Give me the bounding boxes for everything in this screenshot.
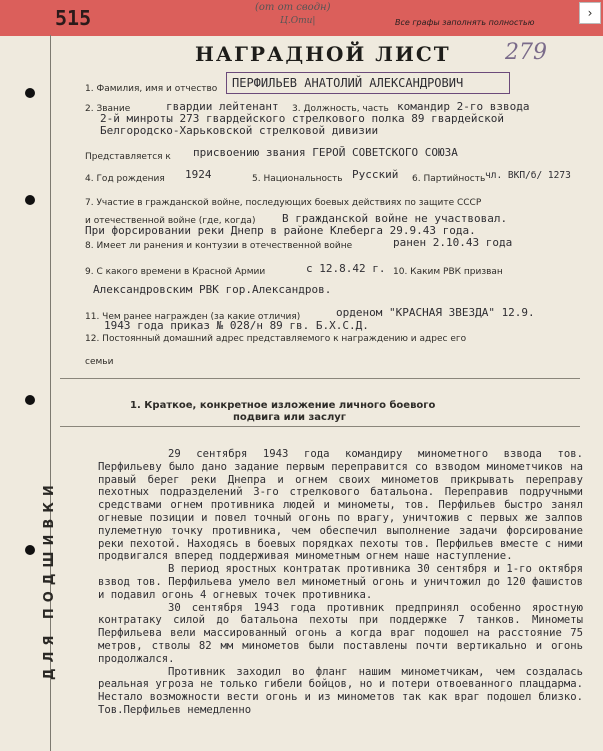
field-7-value-1: В гражданской войне не участвовал. (282, 212, 508, 225)
section-heading-2: подвига или заслуг (233, 412, 347, 423)
narrative-paragraph: 29 сентября 1943 года командиру минометного взвода тов. Перфильеву было дано задание первым переправится со взводом минометчиков на правый берег реки Днепра и огнем своих минометов прикрывать переправу пехотных подразделений 3-го стрелкового батальона. Переправив подручными средствами огнем противника людей и минометы, тов. Перфильев быстро занял огневые позиции и повел точный огонь по врагу, уничтожив с первых же залпов пулеметную точку противника, чем обеспечил выполнение задачи форсирование реки пехотой. Находясь в боевых порядках пехоты тов. Перфильев вместе с ними продвигался вперед поддерживая минометным огнем наше наступление. (98, 448, 583, 563)
margin-handwritten-number: 279 (505, 40, 547, 65)
field-8-label: 8. Имеет ли ранения и контузии в отечественной войне (85, 241, 353, 251)
field-6-label: 6. Партийность (412, 174, 486, 184)
field-11-value-1: орденом "КРАСНАЯ ЗВЕЗДА" 12.9. (336, 306, 535, 319)
field-10-value: Александровским РВК гор.Александров. (93, 283, 332, 296)
field-8-value: ранен 2.10.43 года (393, 236, 513, 249)
punch-hole (25, 88, 35, 98)
field-1-label: 1. Фамилия, имя и отчество (85, 84, 218, 94)
present-value: присвоению звания ГЕРОЙ СОВЕТСКОГО СОЮЗА (193, 146, 458, 159)
field-4-label: 4. Год рождения (85, 174, 165, 184)
narrative-paragraph: 30 сентября 1943 года противник предпринял особенно яростную контратаку силой до батальона пехоты при поддержке 7 танков. Минометы Перфильева вели массированный огонь а когда враг подошел на расстояние 75 метров, стволы 82 мм минометов были поставлены почти вертикально и огонь продолжался. (98, 601, 583, 665)
chevron-right-icon[interactable]: › (579, 2, 601, 24)
document-title: НАГРАДНОЙ ЛИСТ (195, 42, 451, 66)
field-3-value-2: 2-й минроты 273 гвардейского стрелкового полка 89 гвардейской (100, 112, 504, 125)
field-12-label-2: семьи (85, 357, 114, 367)
field-3-value-3: Белгородско-Харьковской стрелковой дивизии (100, 124, 379, 137)
field-7-label-1: 7. Участие в гражданской войне, последующих боевых действиях по защите СССР (85, 198, 482, 208)
narrative-paragraph: Противник заходил во фланг нашим минометчикам, чем создалась реальная угроза не только гибели бойцов, но и потери отвоеванного плацдарма. Нестало возможности вести огонь и из минометов так как враг подошел близко. Тов.Перфильев немедленно (98, 665, 583, 716)
field-2-label: 2. Звание (85, 104, 131, 114)
handwritten-signature-mark: Ц.Оти| (280, 16, 316, 26)
binding-side-label: ДЛЯ ПОДШИВКИ (42, 479, 57, 680)
field-11-label: 11. Чем ранее награжден (за какие отличия) (85, 312, 301, 322)
field-2-value: гвардии лейтенант (166, 100, 279, 113)
field-5-label: 5. Национальность (252, 174, 343, 184)
handwritten-note: (от от сводн) (255, 2, 331, 13)
punch-hole (25, 195, 35, 205)
narrative-paragraph: В период яростных контратак противника 30 сентября и 1-го октября взвод тов. Перфильева умело вел минометный огонь и уничтожил до 120 фашистов и подавил огонь 4 огневых точек противника. (98, 563, 583, 601)
field-3-label: 3. Должность, часть (292, 104, 389, 114)
page-number: 515 (55, 6, 92, 30)
section-heading-1: 1. Краткое, конкретное изложение личного боевого (130, 400, 436, 411)
fill-all-fields-notice: Все графы заполнять полностью (395, 18, 535, 27)
field-9-label: 9. С какого времени в Красной Армии (85, 267, 266, 277)
field-6-value: чл. ВКП/б/ 1273 (485, 170, 571, 181)
present-label: Представляется к (85, 152, 171, 162)
field-1-value: ПЕРФИЛЬЕВ АНАТОЛИЙ АЛЕКСАНДРОВИЧ (232, 76, 464, 90)
field-7-label-2: и отечественной войне (где, когда) (85, 216, 256, 226)
section-divider (60, 426, 580, 427)
field-7-value-2: При форсировании реки Днепр в районе Клеберга 29.9.43 года. (85, 224, 476, 237)
punch-hole (25, 395, 35, 405)
field-12-label: 12. Постоянный домашний адрес представляемого к награждению и адрес его (85, 334, 467, 344)
field-10-label: 10. Каким РВК призван (393, 267, 503, 277)
field-11-value-2: 1943 года приказ № 028/н 89 гв. Б.Х.С.Д. (104, 319, 369, 332)
punch-hole (25, 545, 35, 555)
field-9-value: с 12.8.42 г. (306, 262, 386, 275)
field-3-value-1: командир 2-го взвода (397, 100, 530, 113)
field-4-value: 1924 (185, 168, 212, 181)
field-5-value: Русский (352, 168, 399, 181)
section-divider (60, 378, 580, 379)
narrative-block (98, 448, 583, 717)
